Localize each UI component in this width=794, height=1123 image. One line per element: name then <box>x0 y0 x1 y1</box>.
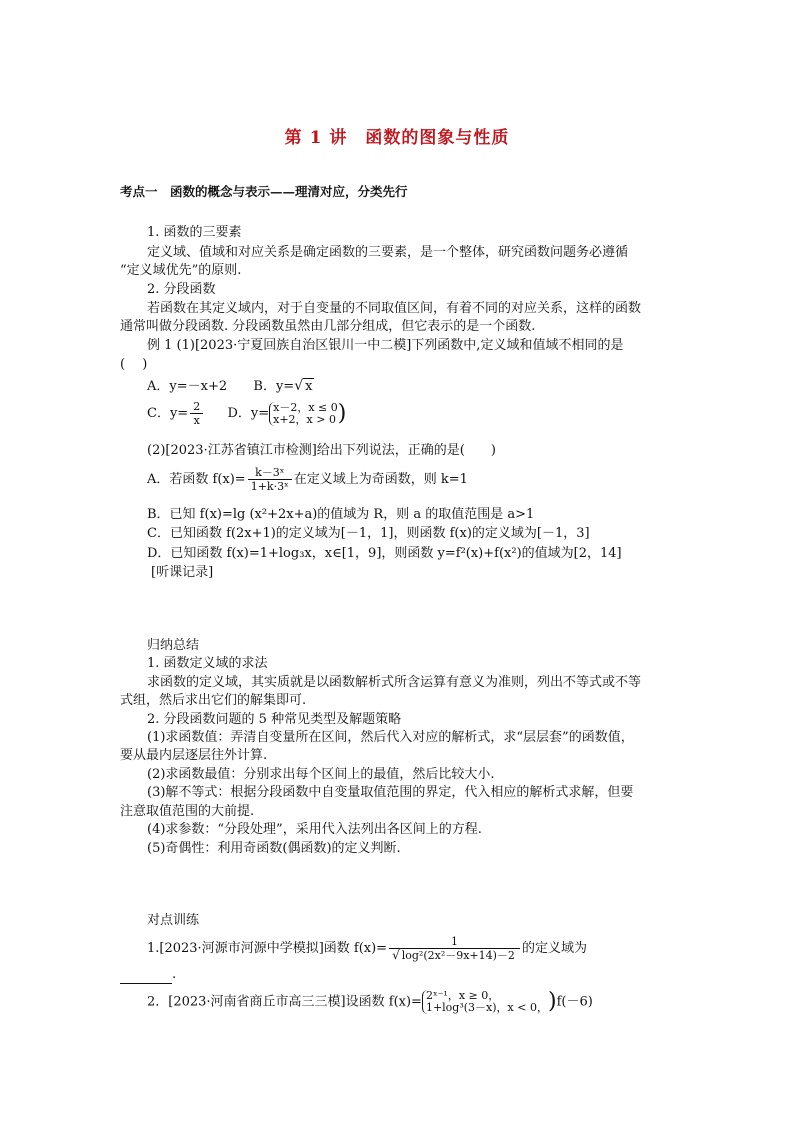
example2-option-b: B．已知 f(x)=lg (x²+2x+a)的值域为 R，则 a 的取值范围是 a>1 <box>147 507 535 522</box>
example2-option-c: C．已知函数 f(2x+1)的定义域为[－1，1]，则函数 f(x)的定义域为[－1，3] <box>147 526 590 541</box>
option-d-label: D．y= <box>227 406 270 421</box>
summary-heading: 归纳总结 <box>147 638 200 653</box>
example1-question: 例 1 (1)[2023·宁夏回族自治区银川一中二模]下列函数中,定义域和值域不相同的是 <box>147 338 624 353</box>
option-a-fraction: $\frac{\text{k－3ˣ}}{\text{1+k·3ˣ}}$ <box>248 466 292 493</box>
answer-blank[interactable] <box>120 971 172 984</box>
option-b-radicand: x <box>305 379 313 394</box>
s2-para-line1: 若函数在其定义域内，对于自变量的不同取值区间，有着不同的对应关系，这样的函数 <box>147 301 642 316</box>
example1-option-c-d: C．y= $\frac{2}{x}$ D．y= x－2，x ≤ 0 x+2，x > 0 ) <box>147 400 347 427</box>
summary1-para-line1: 求函数的定义域，其实质就是以函数解析式所含运算有意义为准则，列出不等式或不等 <box>147 675 642 690</box>
option-c-fraction: $\frac{2}{x}$ <box>190 400 203 427</box>
practice-problem2: 2．[2023·河南省商丘市高三三模]设函数 f(x)= 2ˣ⁻¹，x ≥ 0， 1+log³(3－x)，x < 0， )f(－6) <box>147 989 593 1014</box>
summary2-item1-line2: 要从最内层逐层往外计算. <box>120 748 268 763</box>
s2-heading: 2. 分段函数 <box>147 282 216 297</box>
section-heading: 考点一 函数的概念与表示——理清对应，分类先行 <box>120 184 408 199</box>
option-d-piecewise: x－2，x ≤ 0 x+2，x > 0 <box>269 402 338 426</box>
summary2-item3-line2: 注意取值范围的大前提. <box>120 804 255 819</box>
example2-question: (2)[2023·江苏省镇江市检测]给出下列说法，正确的是( ) <box>147 443 496 458</box>
summary2-heading: 2. 分段函数问题的 5 种常见类型及解题策略 <box>147 712 402 727</box>
s1-heading: 1. 函数的三要素 <box>147 225 242 240</box>
option-a: A．y=－x+2 <box>147 379 228 394</box>
example1-option-a-b: A．y=－x+2 B．y=√ x <box>147 378 313 394</box>
example2-option-a: A．若函数 f(x)= $\frac{\text{k－3ˣ}}{\text{1+k·3ˣ}}$ 在定义域上为奇函数，则 k=1 <box>147 466 468 493</box>
option-c-label: C．y= <box>147 406 189 421</box>
page-title: 第 1 讲 函数的图象与性质 <box>284 128 510 148</box>
summary2-item4: (4)求参数：“分段处理”，采用代入法列出各区间上的方程. <box>147 822 482 837</box>
s2-para-line2: 通常叫做分段函数. 分段函数虽然由几部分组成，但它表示的是一个函数. <box>120 319 536 334</box>
summary2-item1-line1: (1)求函数值：弄清自变量所在区间，然后代入对应的解析式，求“层层套”的函数值， <box>147 730 634 745</box>
problem1-fraction: $\frac{1}{\text{√ log²(2x²－9x+14)－2}}$ <box>389 935 520 962</box>
practice-problem1: 1.[2023·河源市河源中学模拟]函数 f(x)= $\frac{1}{\text{√ log²(2x²－9x+14)－2}}$ 的定义域为 <box>147 935 587 962</box>
practice-heading: 对点训练 <box>147 913 200 928</box>
summary1-para-line2: 式组，然后求出它们的解集即可. <box>120 693 307 708</box>
example1-paren: ( ) <box>120 357 148 372</box>
s1-para-line2: “定义域优先”的原则. <box>120 263 242 278</box>
problem2-piecewise: 2ˣ⁻¹，x ≥ 0， 1+log³(3－x)，x < 0， <box>422 990 548 1014</box>
s1-para-line1: 定义域、值域和对应关系是确定函数的三要素，是一个整体，研究函数问题务必遵循 <box>147 245 629 260</box>
lecture-notes-label: [听课记录] <box>151 565 214 580</box>
summary2-item5: (5)奇偶性：利用奇函数(偶函数)的定义判断. <box>147 841 401 856</box>
practice-problem1-answer: . <box>120 966 176 984</box>
summary2-item2: (2)求函数最值：分别求出每个区间上的最值，然后比较大小. <box>147 767 495 782</box>
option-b-label: B．y= <box>253 379 295 394</box>
summary1-heading: 1. 函数定义域的求法 <box>147 656 268 671</box>
example2-option-d: D．已知函数 f(x)=1+log₃x，x∈[1，9]，则函数 y=f²(x)+f(x²)的值域为[2，14] <box>147 546 622 561</box>
summary2-item3-line1: (3)解不等式：根据分段函数中自变量取值范围的界定，代入相应的解析式求解，但要 <box>147 785 634 800</box>
